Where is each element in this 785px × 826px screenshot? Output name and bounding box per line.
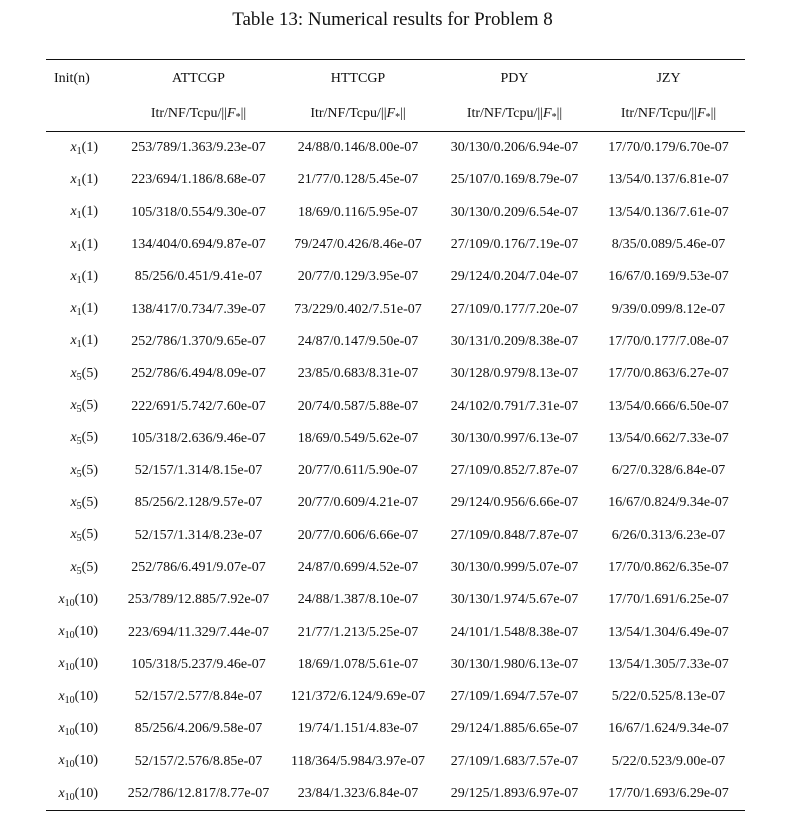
result-cell-httcgp: 23/85/0.683/8.31e-07 <box>297 366 419 382</box>
norm-close: || <box>710 106 717 121</box>
result-cell-httcgp: 21/77/1.213/5.25e-07 <box>297 624 419 640</box>
table-row <box>46 326 745 358</box>
init-dimension: (1) <box>81 171 98 187</box>
init-variable: x <box>70 139 77 155</box>
init-cell <box>46 487 118 519</box>
result-cell-httcgp: 18/69/1.078/5.61e-07 <box>297 656 419 672</box>
result-cell-attcgp: 52/157/1.314/8.15e-07 <box>134 463 263 479</box>
table-row <box>46 649 745 681</box>
table-row <box>46 746 745 778</box>
result-cell-attcgp: 223/694/1.186/8.68e-07 <box>131 172 266 188</box>
init-dimension: (5) <box>81 462 98 478</box>
init-variable: x <box>58 785 65 801</box>
init-variable: x <box>58 720 65 736</box>
header-metrics-label <box>279 98 437 132</box>
init-subscript: 1 <box>76 145 82 157</box>
init-cell <box>46 293 118 325</box>
result-cell-jzy: 17/70/0.863/6.27e-07 <box>608 366 729 382</box>
result-cell-attcgp: 52/157/2.577/8.84e-07 <box>134 689 263 705</box>
table-row <box>46 261 745 293</box>
init-variable: x <box>70 430 77 446</box>
init-cell <box>46 326 118 358</box>
init-variable: x <box>70 462 77 478</box>
metrics-prefix: Itr/NF/Tcpu/ <box>466 106 538 121</box>
result-cell-jzy: 16/67/0.824/9.34e-07 <box>608 495 729 511</box>
init-dimension: (5) <box>81 365 98 381</box>
table-row <box>46 197 745 229</box>
result-cell-attcgp: 252/786/6.494/8.09e-07 <box>131 366 266 382</box>
init-dimension: (1) <box>81 236 98 252</box>
init-cell <box>46 649 118 681</box>
result-cell-jzy: 17/70/0.179/6.70e-07 <box>608 140 729 156</box>
result-cell-pdy: 30/130/0.997/6.13e-07 <box>450 430 579 446</box>
init-cell <box>46 584 118 616</box>
init-variable: x <box>70 494 77 510</box>
result-cell-jzy: 16/67/0.169/9.53e-07 <box>608 269 729 285</box>
result-cell-pdy: 29/125/1.893/6.97e-07 <box>437 778 592 811</box>
result-cell-attcgp: 253/789/1.363/9.23e-07 <box>131 140 266 156</box>
result-cell-attcgp: 85/256/4.206/9.58e-07 <box>134 721 263 737</box>
result-cell-pdy: 25/107/0.169/8.79e-07 <box>450 172 579 188</box>
norm-variable: F <box>386 106 396 121</box>
result-cell-httcgp: 18/69/0.549/5.62e-07 <box>297 430 419 446</box>
result-cell-jzy: 13/54/1.304/6.49e-07 <box>608 624 729 640</box>
norm-close: || <box>240 106 247 121</box>
table-row <box>46 584 745 616</box>
result-cell-pdy: 27/109/0.852/7.87e-07 <box>450 463 579 479</box>
init-subscript: 10 <box>64 791 75 803</box>
result-cell-jzy: 13/54/1.305/7.33e-07 <box>608 656 729 672</box>
result-cell-pdy: 30/130/0.999/5.07e-07 <box>450 560 579 575</box>
init-subscript: 10 <box>64 662 75 674</box>
init-dimension: (5) <box>81 398 98 414</box>
result-cell-httcgp: 20/77/0.609/4.21e-07 <box>297 495 419 511</box>
init-variable: x <box>70 204 77 220</box>
result-cell-httcgp: 20/77/0.129/3.95e-07 <box>297 269 419 285</box>
header-row-methods <box>46 60 745 99</box>
init-subscript: 5 <box>76 404 82 416</box>
result-cell-jzy: 5/22/0.523/9.00e-07 <box>611 753 726 769</box>
result-cell-httcgp: 24/87/0.147/9.50e-07 <box>297 333 419 349</box>
norm-open: || <box>221 106 227 121</box>
result-cell-httcgp: 23/84/1.323/6.84e-07 <box>279 778 437 811</box>
init-subscript: 5 <box>76 565 82 577</box>
init-variable: x <box>58 688 65 704</box>
init-subscript: 5 <box>76 371 82 383</box>
result-cell-jzy: 6/27/0.328/6.84e-07 <box>611 463 726 479</box>
header-method-httcgp: HTTCGP <box>279 60 437 99</box>
result-cell-jzy: 8/35/0.089/5.46e-07 <box>611 237 726 253</box>
result-cell-pdy: 30/130/1.974/5.67e-07 <box>450 592 579 608</box>
result-cell-httcgp: 24/87/0.699/4.52e-07 <box>297 560 419 575</box>
result-cell-jzy: 16/67/1.624/9.34e-07 <box>608 721 729 737</box>
norm-subscript: * <box>395 112 401 123</box>
table-caption: Table 13: Numerical results for Problem 8 <box>232 9 553 30</box>
init-subscript: 10 <box>64 726 75 738</box>
result-cell-jzy: 5/22/0.525/8.13e-07 <box>611 689 726 705</box>
result-cell-attcgp: 105/318/0.554/9.30e-07 <box>131 204 266 220</box>
norm-open: || <box>691 106 697 121</box>
init-variable: x <box>58 753 65 769</box>
init-variable: x <box>58 624 65 640</box>
table-row <box>46 423 745 455</box>
init-cell <box>46 552 118 584</box>
init-variable: x <box>58 656 65 672</box>
table-row <box>46 520 745 552</box>
table-row <box>46 455 745 487</box>
init-dimension: (1) <box>81 301 98 317</box>
table-row <box>46 681 745 713</box>
result-cell-httcgp: 118/364/5.984/3.97e-07 <box>290 753 426 769</box>
result-cell-attcgp: 253/789/12.885/7.92e-07 <box>127 592 270 608</box>
result-cell-attcgp: 252/786/6.491/9.07e-07 <box>131 560 266 575</box>
result-cell-jzy: 6/26/0.313/6.23e-07 <box>611 527 726 543</box>
init-cell <box>46 681 118 713</box>
init-variable: x <box>70 301 77 317</box>
table-row <box>46 390 745 422</box>
init-cell <box>46 390 118 422</box>
norm-variable: F <box>697 106 706 121</box>
result-cell-pdy: 29/124/1.885/6.65e-07 <box>450 721 579 737</box>
init-subscript: 1 <box>76 177 82 189</box>
init-dimension: (5) <box>81 494 98 510</box>
init-cell <box>46 164 118 196</box>
norm-open: || <box>380 106 387 121</box>
result-cell-attcgp: 134/404/0.694/9.87e-07 <box>131 237 266 253</box>
header-metrics-label <box>437 98 592 132</box>
init-cell <box>46 713 118 745</box>
result-cell-pdy: 30/130/0.209/6.54e-07 <box>450 204 579 220</box>
result-cell-jzy: 9/39/0.099/8.12e-07 <box>611 301 726 317</box>
result-cell-attcgp: 222/691/5.742/7.60e-07 <box>131 398 266 414</box>
init-variable: x <box>58 591 65 607</box>
header-row-metrics <box>46 98 745 132</box>
result-cell-httcgp: 121/372/6.124/9.69e-07 <box>290 689 426 705</box>
header-metrics-label <box>118 98 279 132</box>
result-cell-jzy: 17/70/0.177/7.08e-07 <box>608 333 729 349</box>
result-cell-httcgp: 21/77/0.128/5.45e-07 <box>297 172 419 188</box>
table-row <box>46 552 745 584</box>
table-row <box>46 293 745 325</box>
norm-subscript: * <box>705 112 711 123</box>
result-cell-pdy: 30/131/0.209/8.38e-07 <box>450 333 579 349</box>
result-cell-jzy: 13/54/0.136/7.61e-07 <box>608 204 729 220</box>
result-cell-pdy: 27/109/1.683/7.57e-07 <box>450 753 579 769</box>
init-variable: x <box>70 236 77 252</box>
result-cell-pdy: 30/130/0.206/6.94e-07 <box>450 140 579 156</box>
result-cell-httcgp: 24/88/0.146/8.00e-07 <box>297 140 419 156</box>
result-cell-pdy: 29/124/0.956/6.66e-07 <box>450 495 579 511</box>
result-cell-pdy: 27/109/1.694/7.57e-07 <box>450 689 579 705</box>
table-row <box>46 487 745 519</box>
header-init: Init(n) <box>46 60 118 99</box>
result-cell-attcgp: 105/318/5.237/9.46e-07 <box>131 656 266 672</box>
init-subscript: 1 <box>76 210 82 222</box>
init-subscript: 10 <box>64 694 75 706</box>
result-cell-pdy: 24/101/1.548/8.38e-07 <box>450 624 579 640</box>
init-cell <box>46 520 118 552</box>
result-cell-pdy: 29/124/0.204/7.04e-07 <box>450 269 579 285</box>
init-dimension: (1) <box>81 268 98 284</box>
result-cell-attcgp: 52/157/2.576/8.85e-07 <box>134 753 263 769</box>
init-dimension: (10) <box>74 753 98 769</box>
header-metrics-label <box>592 98 745 132</box>
table-row <box>46 713 745 745</box>
init-dimension: (10) <box>74 591 98 607</box>
header-metrics-blank <box>46 98 118 132</box>
result-cell-httcgp: 79/247/0.426/8.46e-07 <box>294 237 422 253</box>
result-cell-jzy: 13/54/0.666/6.50e-07 <box>608 398 729 414</box>
result-cell-httcgp: 19/74/1.151/4.83e-07 <box>297 721 419 737</box>
metrics-prefix: Itr/NF/Tcpu/ <box>310 106 381 121</box>
init-dimension: (10) <box>74 688 98 704</box>
init-subscript: 1 <box>76 307 82 319</box>
result-cell-jzy: 13/54/0.662/7.33e-07 <box>608 430 729 446</box>
result-cell-jzy: 13/54/0.137/6.81e-07 <box>608 172 729 188</box>
table-header <box>46 60 745 132</box>
result-cell-pdy: 27/109/0.848/7.87e-07 <box>450 527 579 543</box>
table-row <box>46 229 745 261</box>
init-cell <box>46 455 118 487</box>
table-row <box>46 616 745 648</box>
init-variable: x <box>70 333 77 349</box>
init-dimension: (10) <box>74 785 98 801</box>
header-method-jzy: JZY <box>592 60 745 99</box>
init-dimension: (5) <box>81 527 98 543</box>
result-cell-pdy: 30/130/1.980/6.13e-07 <box>450 656 579 672</box>
result-cell-httcgp: 24/88/1.387/8.10e-07 <box>297 592 419 608</box>
metrics-prefix: Itr/NF/Tcpu/ <box>150 106 222 121</box>
init-dimension: (10) <box>74 624 98 640</box>
init-variable: x <box>70 171 77 187</box>
init-subscript: 10 <box>64 630 75 642</box>
init-cell <box>46 197 118 229</box>
result-cell-attcgp: 52/157/1.314/8.23e-07 <box>134 527 263 543</box>
result-cell-attcgp: 223/694/11.329/7.44e-07 <box>127 624 270 640</box>
result-cell-httcgp: 20/74/0.587/5.88e-07 <box>297 398 419 414</box>
init-subscript: 5 <box>76 436 82 448</box>
init-variable: x <box>70 365 77 381</box>
result-cell-pdy: 27/109/0.176/7.19e-07 <box>450 237 579 253</box>
table-row <box>46 778 745 811</box>
init-cell <box>46 746 118 778</box>
result-cell-jzy: 17/70/0.862/6.35e-07 <box>608 560 729 575</box>
result-cell-jzy: 17/70/1.693/6.29e-07 <box>592 778 745 811</box>
table-row <box>46 358 745 390</box>
init-dimension: (5) <box>81 430 98 446</box>
init-dimension: (5) <box>81 559 98 575</box>
result-cell-pdy: 27/109/0.177/7.20e-07 <box>450 301 579 317</box>
result-cell-pdy: 30/128/0.979/8.13e-07 <box>450 366 579 382</box>
result-cell-httcgp: 73/229/0.402/7.51e-07 <box>294 301 422 317</box>
result-cell-attcgp: 252/786/12.817/8.77e-07 <box>118 778 279 811</box>
norm-close: || <box>556 106 563 121</box>
init-cell <box>46 229 118 261</box>
result-cell-attcgp: 105/318/2.636/9.46e-07 <box>131 430 266 446</box>
table-row <box>46 132 745 165</box>
init-cell <box>46 616 118 648</box>
init-cell <box>46 132 118 165</box>
init-cell <box>46 358 118 390</box>
header-method-pdy: PDY <box>437 60 592 99</box>
result-cell-jzy: 17/70/1.691/6.25e-07 <box>608 592 729 608</box>
init-cell <box>46 261 118 293</box>
table-row <box>46 164 745 196</box>
result-cell-attcgp: 138/417/0.734/7.39e-07 <box>131 301 266 317</box>
init-variable: x <box>70 559 77 575</box>
norm-close: || <box>400 106 406 121</box>
metrics-prefix: Itr/NF/Tcpu/ <box>620 106 692 121</box>
result-cell-attcgp: 85/256/0.451/9.41e-07 <box>134 269 263 285</box>
init-cell <box>46 423 118 455</box>
init-variable: x <box>70 398 77 414</box>
result-cell-httcgp: 18/69/0.116/5.95e-07 <box>297 204 419 220</box>
init-dimension: (10) <box>74 656 98 672</box>
init-dimension: (10) <box>74 720 98 736</box>
init-subscript: 1 <box>76 274 82 286</box>
init-subscript: 10 <box>64 759 75 771</box>
header-method-attcgp: ATTCGP <box>118 60 279 99</box>
init-subscript: 5 <box>76 468 82 480</box>
norm-variable: F <box>227 106 236 121</box>
init-dimension: (1) <box>81 333 98 349</box>
init-subscript: 1 <box>76 242 82 254</box>
init-subscript: 5 <box>76 500 82 512</box>
norm-open: || <box>537 106 543 121</box>
init-subscript: 1 <box>76 339 82 351</box>
init-subscript: 10 <box>64 597 75 609</box>
result-cell-pdy: 24/102/0.791/7.31e-07 <box>450 398 579 414</box>
result-cell-attcgp: 252/786/1.370/9.65e-07 <box>131 333 266 349</box>
table-body <box>46 132 745 811</box>
result-cell-httcgp: 20/77/0.611/5.90e-07 <box>297 463 419 479</box>
init-variable: x <box>70 527 77 543</box>
init-dimension: (1) <box>81 139 98 155</box>
norm-variable: F <box>543 106 552 121</box>
init-variable: x <box>70 268 77 284</box>
norm-subscript: * <box>235 112 241 123</box>
init-subscript: 5 <box>76 533 82 545</box>
result-cell-attcgp: 85/256/2.128/9.57e-07 <box>134 495 263 511</box>
init-dimension: (1) <box>81 204 98 220</box>
results-table <box>46 59 745 811</box>
norm-subscript: * <box>551 112 557 123</box>
result-cell-httcgp: 20/77/0.606/6.66e-07 <box>297 527 419 543</box>
init-cell <box>46 778 118 811</box>
